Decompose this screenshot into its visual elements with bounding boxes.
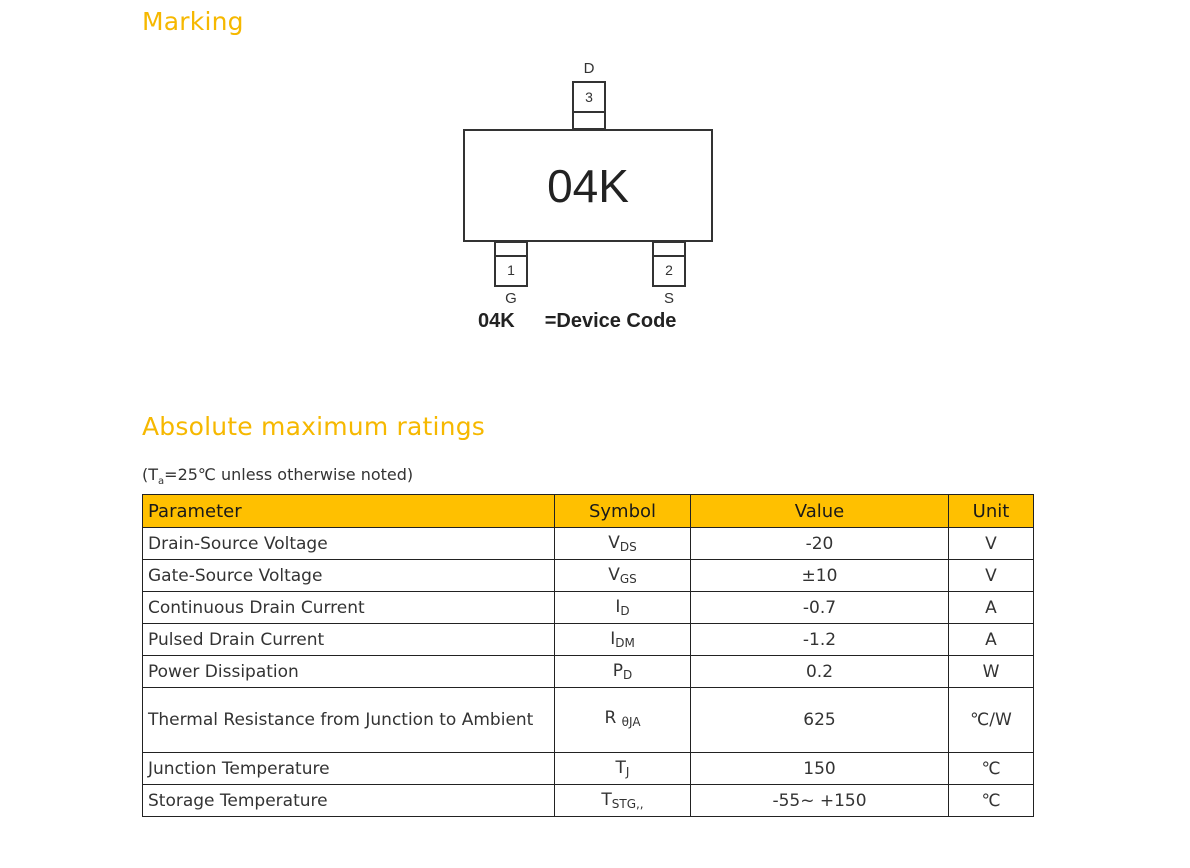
device-code-legend (478, 310, 676, 333)
cell-value: -1.2 (691, 624, 949, 656)
conditions-note: ($T_a=25℃$ unless otherwise noted) (142, 465, 414, 488)
cell-symbol: $P_D$ (555, 656, 691, 688)
cell-parameter: Junction Temperature (143, 753, 555, 785)
table-row (143, 624, 1034, 656)
table-row (143, 656, 1034, 688)
cell-symbol: R $_{\theta JA}$ (555, 688, 691, 753)
pin-3 (572, 81, 606, 130)
device-code-text: =Device Code (544, 310, 677, 332)
table-header-row (143, 495, 1034, 528)
ratings-table (142, 494, 1034, 817)
device-code: 04K (478, 310, 515, 332)
cell-value: -55~ +150 (691, 785, 949, 817)
pin-number: 1 (496, 255, 526, 283)
marking-title: Marking (142, 7, 244, 36)
cell-unit: W (949, 656, 1034, 688)
cell-parameter: Storage Temperature (143, 785, 555, 817)
pin-2 (652, 241, 686, 287)
cell-symbol: $V_{DS}$ (555, 528, 691, 560)
cell-symbol: $I_{DM}$ (555, 624, 691, 656)
cell-symbol: $I_D$ (555, 592, 691, 624)
cell-parameter: Power Dissipation (143, 656, 555, 688)
table-row (143, 753, 1034, 785)
cell-unit: ℃ (949, 785, 1034, 817)
package-body (463, 129, 713, 242)
pin-number: 3 (574, 83, 604, 113)
cell-unit: A (949, 592, 1034, 624)
table-row (143, 560, 1034, 592)
cell-unit: A (949, 624, 1034, 656)
pin-number: 2 (654, 255, 684, 283)
pin-label-source: S (663, 290, 674, 307)
cell-unit: V (949, 528, 1034, 560)
cell-symbol: $T_J$ (555, 753, 691, 785)
cell-parameter: Continuous Drain Current (143, 592, 555, 624)
table-row (143, 785, 1034, 817)
pin-label-gate: G (505, 290, 517, 307)
package-diagram (0, 0, 1190, 360)
cell-unit: ℃/W (949, 688, 1034, 753)
cell-value: 150 (691, 753, 949, 785)
cell-parameter: Gate-Source Voltage (143, 560, 555, 592)
cell-parameter: Drain-Source Voltage (143, 528, 555, 560)
header-parameter: Parameter (143, 495, 555, 528)
cell-value: -20 (691, 528, 949, 560)
table-row (143, 528, 1034, 560)
table-row (143, 688, 1034, 753)
cell-symbol: $V_{GS}$ (555, 560, 691, 592)
cell-symbol: $T_{STG,,}$ (555, 785, 691, 817)
ratings-title: Absolute maximum ratings (142, 412, 486, 441)
header-unit: Unit (949, 495, 1034, 528)
pin-label-drain: D (583, 60, 595, 77)
cell-unit: V (949, 560, 1034, 592)
header-value: Value (691, 495, 949, 528)
cell-value: 0.2 (691, 656, 949, 688)
package-marking: 04K (547, 160, 629, 212)
cell-unit: ℃ (949, 753, 1034, 785)
header-symbol: Symbol (555, 495, 691, 528)
cell-parameter: Thermal Resistance from Junction to Ambient (143, 688, 555, 753)
table-row (143, 592, 1034, 624)
cell-value: ±10 (691, 560, 949, 592)
cell-parameter: Pulsed Drain Current (143, 624, 555, 656)
pin-1 (494, 241, 528, 287)
cell-value: 625 (691, 688, 949, 753)
cell-value: -0.7 (691, 592, 949, 624)
